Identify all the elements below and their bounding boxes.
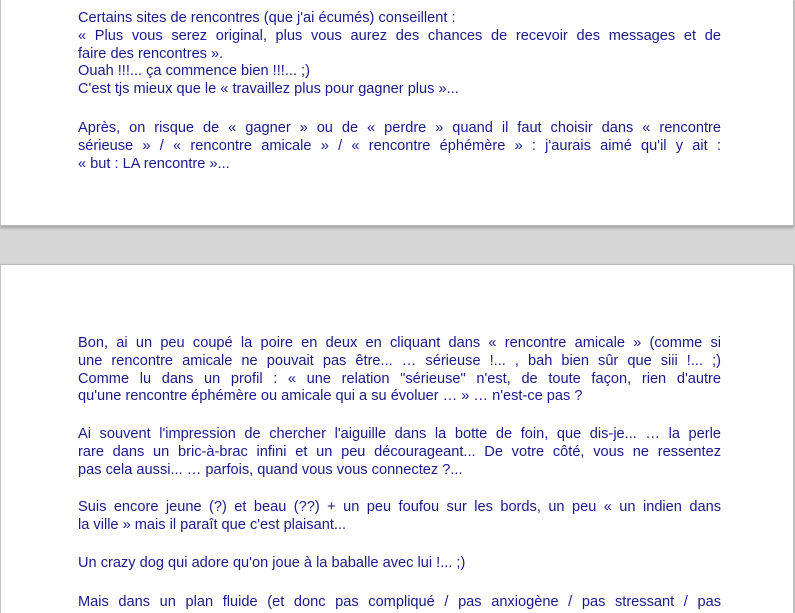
text-line: « but : LA rencontre »... [78,155,230,172]
text-line: une rencontre amicale ne pouvait pas être... … sérieuse !... , bah bien sûr que siii !... ;) [78,352,721,369]
text-line: qu'une rencontre éphémère ou amicale qui a su évoluer … » … n'est-ce pas ? [78,388,583,405]
paragraph-sites-conseils [78,10,721,99]
text-line: faire des rencontres ». [78,45,224,62]
text-line: Certains sites de rencontres (que j'ai écumés) conseillent : [78,10,456,26]
text-line: Suis encore jeune (?) et beau (??) + un peu foufou sur les bords, un peu « un indien dans [78,499,721,515]
text-line: sérieuse » / « rencontre amicale » / « rencontre éphémère » : j'aurais aimé qu'il y ait : [78,137,721,154]
paragraph-aiguille [78,426,721,479]
text-line: Un crazy dog qui adore qu'on joue à la baballe avec lui !... ;) [78,555,466,571]
text-line: Ouah !!!... ça commence bien !!!... ;) [78,63,310,80]
paragraph-jeune-beau [78,499,721,535]
text-line: « Plus vous serez original, plus vous aurez des chances de recevoir des messages et de [78,27,721,44]
text-line: C'est tjs mieux que le « travaillez plus pour gagner plus »... [78,81,459,98]
document-page-1 [0,0,794,226]
paragraph-plan-fluide [78,594,721,612]
text-line: Mais dans un plan fluide (et donc pas compliqué / pas anxiogène / pas stressant / pas [78,594,721,610]
document-page-2 [0,264,794,613]
paragraph-choix-rencontre [78,120,721,173]
text-line: pas cela aussi... … parfois, quand vous vous connectez ?... [78,461,463,478]
text-line: rare dans un bric-à-brac infini et un peu décourageant... De votre côté, vous ne ressentez [78,443,721,460]
text-line: Ai souvent l'impression de chercher l'aiguille dans la botte de foin, que dis-je... … la perle [78,426,721,442]
paragraph-rencontre-amicale [78,335,721,406]
text-line: la ville » mais il paraît que c'est plaisant... [78,516,347,533]
text-line: Bon, ai un peu coupé la poire en deux en cliquant dans « rencontre amicale » (comme si [78,335,721,351]
text-line: Comme lu dans un profil : « une relation "sérieuse" n'est, de toute façon, rien d'autre [78,370,721,387]
text-line: Après, on risque de « gagner » ou de « perdre » quand il faut choisir dans « rencontre [78,120,721,136]
paragraph-crazy-dog [78,555,721,573]
